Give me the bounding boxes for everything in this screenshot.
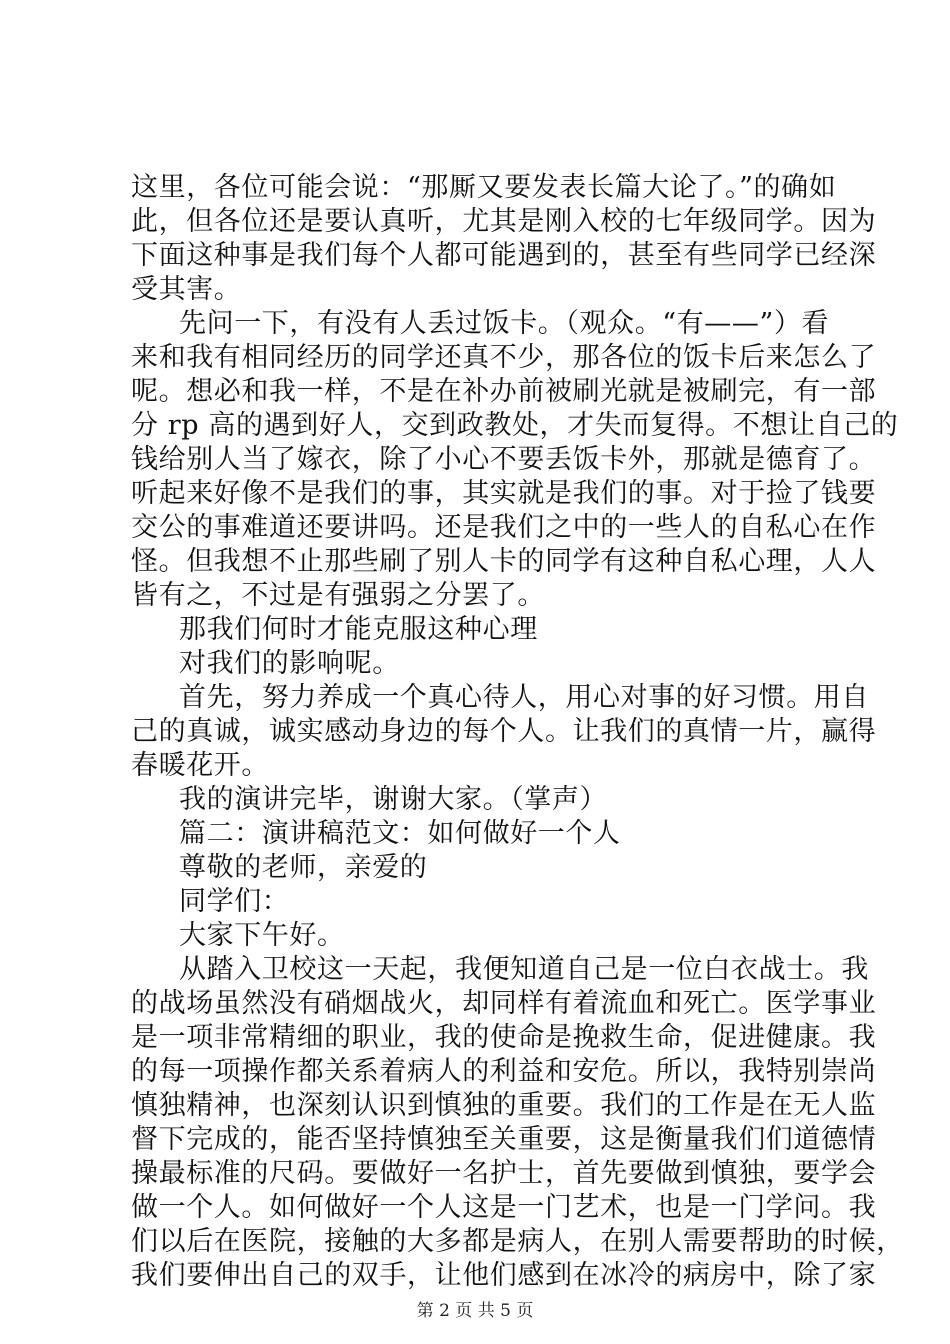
paragraph-line: 来和我有相同经历的同学还真不少，那各位的饭卡后来怎么了: [131, 342, 877, 373]
paragraph-line: 先问一下，有没有人丢过饭卡。（观众。“有——”）看: [179, 308, 830, 339]
paragraph-line: 钱给别人当了嫁衣，除了小心不要丢饭卡外，那就是德育了。: [131, 444, 877, 475]
paragraph-line: 做一个人。如何做好一个人这是一门艺术，也是一门学问。我: [131, 1192, 877, 1223]
section-heading: 篇二：演讲稿范文：如何做好一个人: [179, 818, 621, 849]
paragraph-line: 春暖花开。: [131, 750, 269, 781]
salutation-line: 尊敬的老师，亲爱的: [179, 852, 428, 883]
paragraph-line: 的每一项操作都关系着病人的利益和安危。所以，我特别崇尚: [131, 1056, 877, 1087]
paragraph-line: 对我们的影响呢。: [179, 648, 400, 679]
paragraph-line: 己的真诚，诚实感动身边的每个人。让我们的真情一片，赢得: [131, 716, 877, 747]
paragraph-line: 怪。但我想不止那些刷了别人卡的同学有这种自私心理，人人: [131, 546, 877, 577]
paragraph-line: 是一项非常精细的职业，我的使命是挽救生命，促进健康。我: [131, 1022, 877, 1053]
paragraph-line: 的战场虽然没有硝烟战火，却同样有着流血和死亡。医学事业: [131, 988, 877, 1019]
paragraph-line: 皆有之，不过是有强弱之分罢了。: [131, 580, 545, 611]
paragraph-line: 此，但各位还是要认真听，尤其是刚入校的七年级同学。因为: [131, 206, 877, 237]
paragraph-line: 操最标准的尺码。要做好一名护士，首先要做到慎独，要学会: [131, 1158, 877, 1189]
paragraph-line: 那我们何时才能克服这种心理: [179, 614, 538, 645]
paragraph-line: 交公的事难道还要讲吗。还是我们之中的一些人的自私心在作: [131, 512, 877, 543]
paragraph-line: 首先，努力养成一个真心待人，用心对事的好习惯。用自: [179, 682, 869, 713]
page-number-footer: 第 2 页 共 5 页: [416, 1301, 534, 1321]
paragraph-line: 分 rp 高的遇到好人，交到政教处，才失而复得。不想让自己的: [131, 410, 899, 441]
paragraph-line: 我的演讲完毕，谢谢大家。（掌声）: [179, 784, 608, 815]
paragraph-line: 受其害。: [131, 274, 242, 305]
paragraph-line: 从踏入卫校这一天起，我便知道自己是一位白衣战士。我: [179, 954, 869, 985]
paragraph-line: 我们要伸出自己的双手，让他们感到在冰冷的病房中，除了家: [131, 1260, 877, 1291]
paragraph-line: 慎独精神，也深刻认识到慎独的重要。我们的工作是在无人监: [131, 1090, 877, 1121]
salutation-line: 同学们：: [179, 886, 290, 917]
greeting-line: 大家下午好。: [179, 920, 345, 951]
paragraph-line: 这里，各位可能会说：“那厮又要发表长篇大论了。”的确如: [131, 172, 837, 203]
paragraph-line: 呢。想必和我一样，不是在补办前被刷光就是被刷完，有一部: [131, 376, 877, 407]
paragraph-line: 们以后在医院，接触的大多都是病人，在别人需要帮助的时候，: [131, 1226, 904, 1257]
paragraph-line: 下面这种事是我们每个人都可能遇到的，甚至有些同学已经深: [131, 240, 877, 271]
paragraph-line: 督下完成的，能否坚持慎独至关重要，这是衡量我们们道德情: [131, 1124, 877, 1155]
paragraph-line: 听起来好像不是我们的事，其实就是我们的事。对于捡了钱要: [131, 478, 877, 509]
